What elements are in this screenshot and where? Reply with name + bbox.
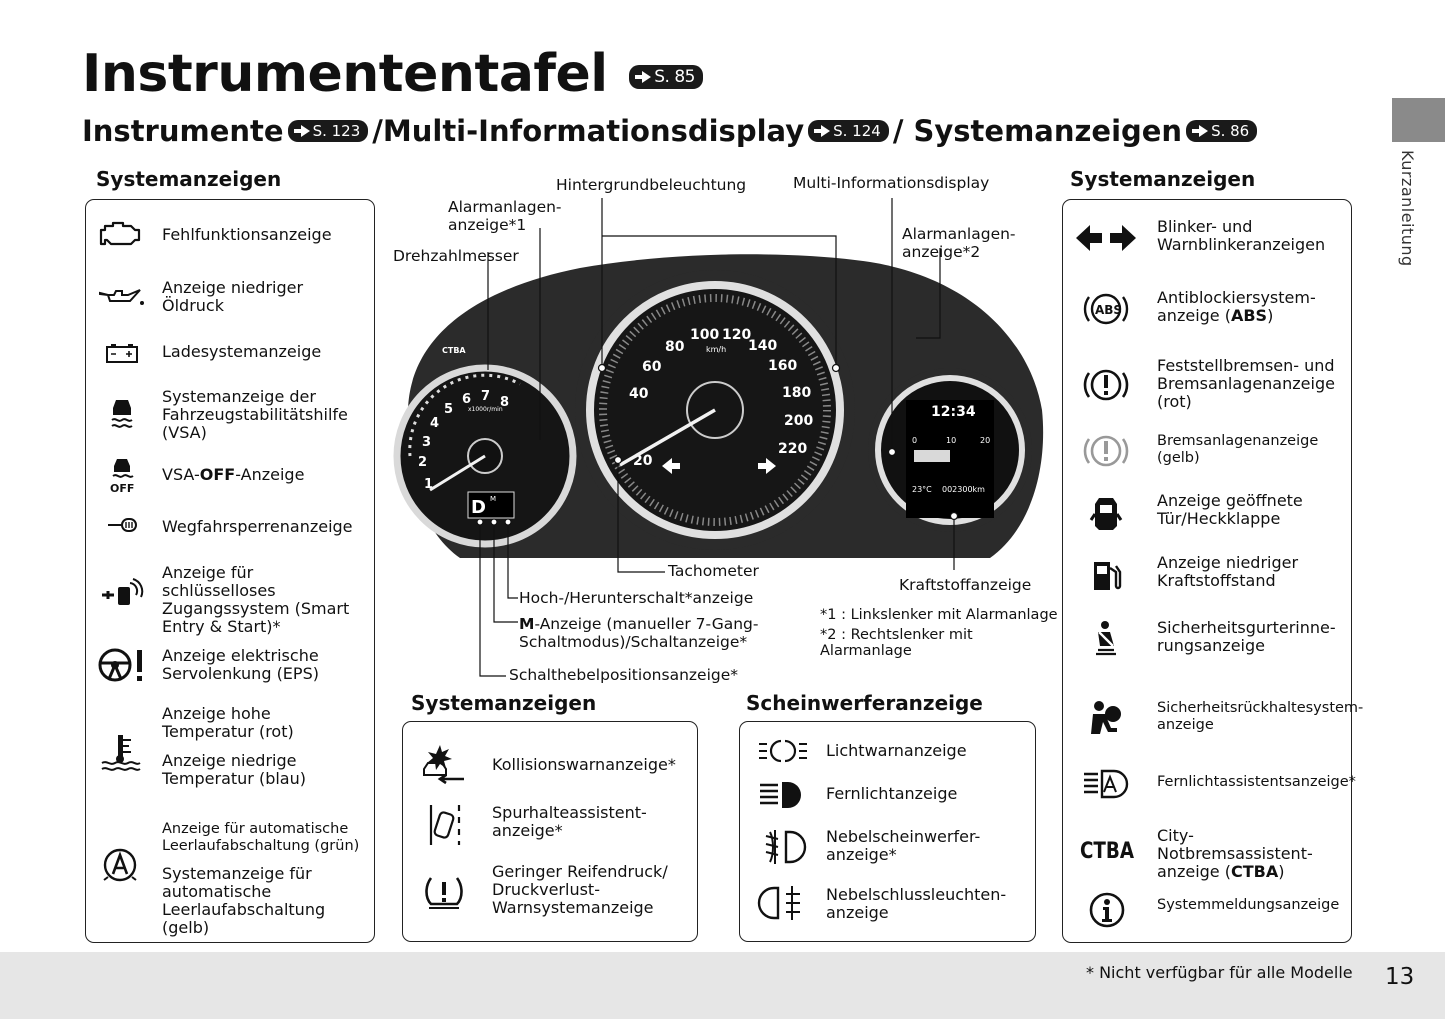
label-info: Systemmeldungsanzeige (1157, 897, 1340, 913)
page-title (82, 44, 707, 104)
callout-drehzahl: Drehzahlmesser (393, 247, 519, 265)
ref-link-instrumente[interactable] (288, 120, 369, 142)
mid-left-heading: Systemanzeigen (411, 691, 597, 715)
speed-tick-80: 80 (665, 339, 685, 355)
collision-warning-icon (419, 742, 469, 786)
label-fehlfunktion: Fehlfunktionsanzeige (162, 225, 332, 244)
abs-bold: ABS (1230, 306, 1268, 325)
ref-text: S. 123 (312, 122, 361, 140)
page-number: 13 (1385, 964, 1415, 990)
speed-tick-100: 100 (690, 327, 720, 343)
brake-yellow-icon (1081, 430, 1131, 472)
headlight-indicator-panel (739, 721, 1036, 942)
speed-tick-20: 20 (633, 453, 653, 469)
label-tpms: Geringer Reifendruck/ Druckverlust-Warnsystemanzeige (492, 862, 668, 917)
label-seatbelt: Sicherheitsgurterinne-rungsanzeige (1157, 618, 1336, 655)
engine-icon (96, 218, 146, 252)
label-abs (1157, 289, 1347, 325)
brake-red-icon (1081, 364, 1131, 406)
page-ref-link[interactable] (629, 65, 703, 89)
right-indicator-panel (1062, 199, 1364, 943)
srs-icon (1085, 698, 1127, 738)
fuel-scale-left: 0 (912, 436, 918, 445)
lights-on-icon (756, 736, 810, 766)
label-lane-keep: Spurhalteassistent-anzeige* (492, 803, 647, 840)
fuel-icon (1087, 556, 1125, 596)
info-icon (1087, 890, 1127, 930)
callout-alarm-left: Alarmanlagen-anzeige*1 (448, 198, 562, 234)
rear-fog-icon (760, 882, 804, 924)
rpm-tick-6: 6 (462, 392, 472, 407)
label-rear-fog: Nebelschlussleuchten-anzeige (826, 885, 1007, 922)
callout-tacho: Tachometer (668, 562, 759, 580)
label-auto-high-beam: Fernlichtassistentsanzeige* (1157, 774, 1356, 790)
label-smart-entry: Anzeige für schlüsselloses Zugangssystem (Smart Entry & Start)* (162, 563, 350, 636)
rpm-tick-1: 1 (424, 477, 434, 492)
label-temp-high: Anzeige hohe Temperatur (rot) (162, 704, 294, 741)
vsa-off-pre: VSA- (162, 465, 200, 484)
label-door-open: Anzeige geöffnete Tür/Heckklappe (1157, 491, 1303, 528)
label-temp-low: Anzeige niedrige Temperatur (blau) (162, 751, 306, 788)
ctba-icon (1077, 832, 1137, 866)
turn-signal-icon (1073, 220, 1139, 256)
label-vsa-off (162, 466, 304, 484)
label-front-fog: Nebelscheinwerfer-anzeige* (826, 827, 981, 864)
speed-unit: km/h (706, 345, 727, 354)
seatbelt-icon (1087, 618, 1125, 658)
callout-m-anzeige (519, 615, 779, 651)
callout-kraftstoff: Kraftstoffanzeige (899, 576, 1032, 594)
speed-tick-40: 40 (629, 386, 649, 402)
subtitle-mid: /Multi-Informationsdisplay (372, 114, 805, 148)
rpm-tick-4: 4 (430, 416, 440, 431)
vsa-off-post: -Anzeige (235, 465, 305, 484)
mid-left-indicator-panel (402, 721, 698, 942)
page-title-text: Instrumententafel (82, 44, 608, 104)
speed-tick-200: 200 (784, 413, 814, 429)
label-blinker: Blinker- und Warnblinkeranzeigen (1157, 217, 1326, 254)
key-icon (102, 512, 142, 538)
label-brake-red: Feststellbremsen- und Bremsanlagenanzeige (rot) (1157, 356, 1335, 411)
gear-mode: M (490, 495, 497, 503)
footnote: * Nicht verfügbar für alle Modelle (1086, 963, 1353, 982)
mid-clock: 12:34 (931, 404, 976, 420)
callout-mid: Multi-Informationsdisplay (793, 174, 990, 192)
gear-letter: D (471, 497, 486, 518)
label-brake-yellow: Bremsanlagenanzeige (gelb) (1157, 433, 1319, 466)
door-open-icon (1087, 492, 1125, 534)
speed-tick-120: 120 (722, 327, 752, 343)
smart-entry-icon (98, 572, 144, 608)
rpm-tick-7: 7 (481, 389, 491, 404)
subtitle-instrumente: Instrumente (82, 114, 284, 148)
note-2: *2 : Rechtslenker mit Alarmanlage (820, 627, 973, 659)
vsa-off-icon (102, 455, 142, 495)
label-ctba (1157, 827, 1347, 881)
label-high-beam: Fernlichtanzeige (826, 784, 958, 803)
label-auto-idle-green: Anzeige für automatische Leerlaufabschaltung (grün) (162, 821, 360, 854)
ctba-pre: City-Notbremsassistent-anzeige ( (1157, 826, 1313, 881)
svg-text:CTBA: CTBA (1080, 839, 1134, 864)
side-tab-marker (1392, 98, 1445, 142)
m-bold: M (519, 615, 535, 633)
callout-schalthebel: Schalthebelpositionsanzeige* (509, 666, 739, 684)
vsa-off-bold: OFF (199, 465, 236, 484)
label-srs: Sicherheitsrückhaltesystem-anzeige (1157, 700, 1364, 733)
fuel-bar (914, 450, 950, 462)
mid-right-heading: Scheinwerferanzeige (746, 691, 983, 715)
left-indicator-panel (85, 199, 375, 943)
m-text: -Anzeige (manueller 7-Gang-Schaltmodus)/Schaltanzeige* (519, 615, 759, 651)
callout-hochrunter: Hoch-/Herunterschalt*anzeige (519, 589, 754, 607)
eps-icon (96, 645, 148, 685)
rpm-tick-2: 2 (418, 455, 428, 470)
speed-tick-160: 160 (768, 358, 798, 374)
ref-link-mid[interactable] (808, 120, 889, 142)
fuel-scale-mid: 10 (946, 436, 957, 445)
battery-icon (102, 340, 142, 366)
ref-link-systemanzeigen[interactable] (1186, 120, 1257, 142)
label-eps: Anzeige elektrische Servolenkung (EPS) (162, 646, 319, 683)
left-panel-heading: Systemanzeigen (96, 167, 282, 191)
abs-pre: Antiblockiersystem-anzeige ( (1157, 288, 1316, 325)
note-1: *1 : Linkslenker mit Alarmanlage (820, 607, 1058, 623)
ref-text: S. 124 (833, 122, 881, 140)
callout-alarm-right: Alarmanlagen-anzeige*2 (902, 225, 1016, 261)
temperature-icon (98, 732, 144, 772)
speed-tick-180: 180 (782, 385, 812, 401)
ref-text: S. 86 (1211, 122, 1250, 140)
tpms-icon (421, 872, 467, 912)
ctba-post: ) (1278, 862, 1285, 881)
mid-odometer: 002300km (942, 485, 985, 494)
label-lights-on: Lichtwarnanzeige (826, 741, 967, 760)
subtitle (82, 114, 1261, 148)
rpm-tick-8: 8 (500, 395, 510, 410)
auto-high-beam-icon (1081, 766, 1131, 802)
label-oeldruck: Anzeige niedriger Öldruck (162, 278, 304, 315)
right-panel-heading: Systemanzeigen (1070, 167, 1256, 191)
auto-idle-stop-icon (100, 845, 140, 885)
abs-post: ) (1267, 306, 1274, 325)
high-beam-icon (756, 778, 808, 812)
label-ladesystem: Ladesystemanzeige (162, 342, 322, 361)
abs-icon (1081, 288, 1131, 330)
label-vsa: Systemanzeige der Fahrzeugstabilitätshilfe (VSA) (162, 387, 348, 442)
fuel-scale-right: 20 (980, 436, 991, 445)
speed-tick-140: 140 (748, 338, 778, 354)
ctba-bold: CTBA (1230, 862, 1279, 881)
mid-temp: 23°C (912, 485, 932, 494)
subtitle-systemanzeigen: / Systemanzeigen (892, 114, 1183, 148)
label-fuel: Anzeige niedriger Kraftstoffstand (1157, 553, 1299, 590)
label-collision: Kollisionswarnanzeige* (492, 755, 676, 774)
lane-keep-icon (423, 802, 467, 848)
page-ref-text: S. 85 (654, 67, 695, 87)
vsa-icon (102, 395, 142, 431)
side-tab-label[interactable]: Kurzanleitung (1398, 150, 1417, 267)
svg-text:ABS: ABS (1095, 303, 1123, 317)
callout-hintergrund: Hintergrundbeleuchtung (556, 176, 747, 194)
svg-text:OFF: OFF (110, 482, 135, 495)
rpm-tick-5: 5 (444, 402, 454, 417)
oil-can-icon (96, 282, 146, 312)
front-fog-icon (760, 826, 804, 868)
ctba-cluster-label: CTBA (442, 346, 466, 355)
rpm-tick-3: 3 (422, 435, 432, 450)
label-wegfahrsperre: Wegfahrsperrenanzeige (162, 517, 353, 536)
rpm-unit: x1000r/min (468, 406, 503, 413)
label-auto-idle-yellow: Systemanzeige für automatische Leerlaufabschaltung (gelb) (162, 864, 326, 937)
speed-tick-220: 220 (778, 441, 808, 457)
speed-tick-60: 60 (642, 359, 662, 375)
